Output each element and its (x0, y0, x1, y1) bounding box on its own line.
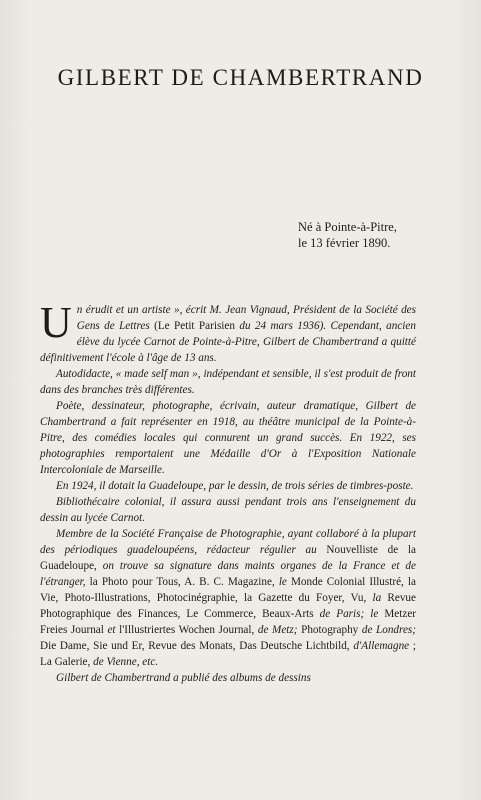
roman-text: Metzer Freies Journal (40, 608, 417, 636)
italic-text: on trouve sa signature dans maints organes de la France et de l'étranger, (40, 560, 416, 588)
drop-cap: U (40, 298, 72, 347)
italic-text: de Paris; le (319, 608, 385, 620)
biography-paragraph (40, 398, 416, 478)
italic-text: de Metz; (257, 624, 302, 636)
roman-text: Die Dame, Sie und Er, Revue des Monats, Das Deutsche Lichtbild, (40, 640, 354, 652)
birth-date: le 13 février 1890. (298, 236, 391, 250)
birth-place: Né à Pointe-à-Pitre, (298, 220, 397, 234)
biography-paragraph (40, 670, 416, 686)
italic-text: du 24 mars 1936). Cependant, ancien élève du lycée Carnot de Pointe-à-Pitre, Gilbert de Chambertrand a quitté définitivement l'école à l'âge de 13 ans. (40, 320, 416, 364)
roman-text: Monde Colonial Illustré, la Vie, Photo-Illustrations, Photocinégraphie, la Gazette du Foyer, Vu, (40, 576, 416, 604)
italic-text: et (107, 624, 120, 636)
italic-text: d'Allemagne (353, 640, 413, 652)
page-title: GILBERT DE CHAMBERTRAND (57, 65, 424, 91)
italic-text: n érudit et un artiste », écrit M. Jean Vignaud, Président de la Société des Gens de Lettres (76, 304, 416, 332)
birth-info (298, 219, 397, 251)
italic-text: Autodidacte, « made self man », indépendant et sensible, il s'est produit de front dans des branches très différentes. (40, 368, 416, 396)
biography-paragraph (40, 298, 416, 366)
italic-text: En 1924, il dotait la Guadeloupe, par le dessin, de trois séries de timbres-poste. (56, 480, 414, 492)
roman-text: (Le Petit Parisien (149, 320, 240, 332)
roman-text: la Photo pour Tous, A. B. C. Magazine, (89, 576, 279, 588)
italic-text: Bibliothécaire colonial, il assura aussi pendant trois ans l'enseignement du dessin au lycée Carnot. (40, 496, 416, 524)
italic-text: la (372, 592, 388, 604)
biography-paragraph (40, 494, 416, 526)
roman-text: Revue Photographique des Finances, Le Commerce, Beaux-Arts (40, 592, 416, 620)
italic-text: Poète, dessinateur, photographe, écrivain, auteur dramatique, Gilbert de Chambertrand a fait représenter en 1918, au théâtre municipal de la Pointe-à-Pitre, des comédies locales qui connurent un grand succès. En 1922, ses photographies remportaient une Médaille d'Or à l'Exposition Nationale Intercoloniale de Marseille. (40, 400, 416, 476)
italic-text: Membre de la Société Française de Photographie, ayant collaboré à la plupart des périodiques guadeloupéens, rédacteur régulier au (40, 528, 416, 556)
roman-text: l'Illustriertes Wochen Journal, (119, 624, 258, 636)
biography-text (40, 298, 417, 686)
italic-text: de Londres; (361, 624, 416, 636)
roman-text: Photography (301, 624, 362, 636)
biography-paragraph (40, 478, 416, 494)
roman-text: ; La Galerie, (40, 640, 416, 668)
italic-text: le (278, 576, 291, 588)
italic-text: de Vienne, etc. (93, 656, 159, 668)
biography-paragraph (40, 366, 416, 398)
biography-paragraph (40, 526, 416, 670)
roman-text: Nouvelliste de la Guadeloupe, (40, 544, 416, 572)
italic-text: Gilbert de Chambertrand a publié des albums de dessins (56, 672, 311, 684)
